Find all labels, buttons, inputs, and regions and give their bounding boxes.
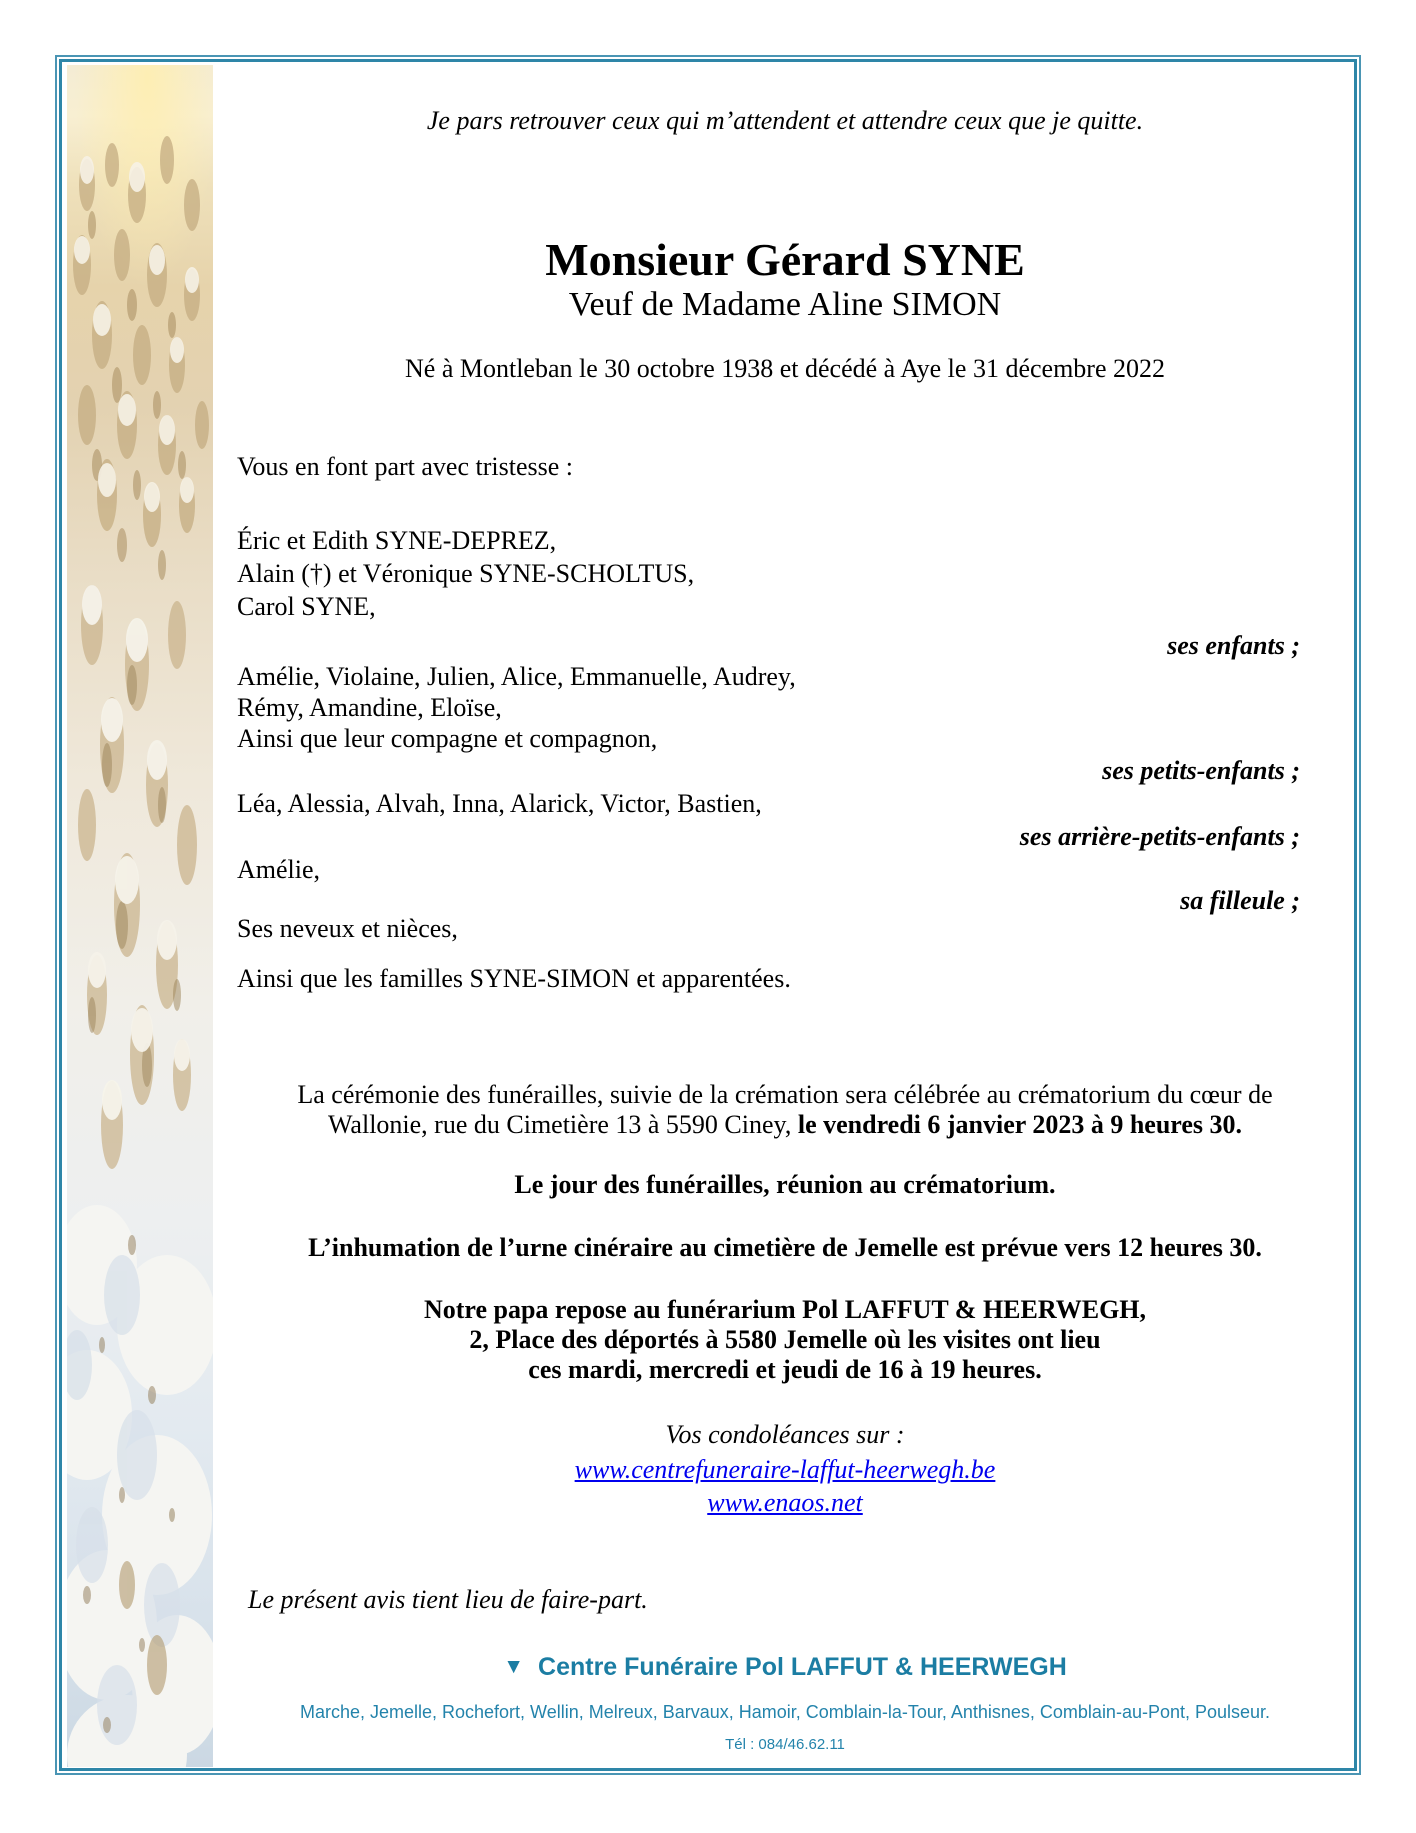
great-grandchildren-relation-label: ses arrière-petits-enfants ;: [1019, 822, 1300, 851]
goddaughter-name: Amélie,: [237, 855, 321, 884]
children-relation-label: ses enfants ;: [1167, 631, 1300, 660]
inhumation-line: L’inhumation de l’urne cinéraire au cimetière de Jemelle est prévue vers 12 heures 30.: [308, 1233, 1262, 1262]
epitaph-quote: Je pars retrouver ceux qui m’attendent et attendre ceux que je quitte.: [426, 106, 1144, 135]
grandchildren-relation-label: ses petits-enfants ;: [1102, 756, 1300, 785]
funerarium-line: Notre papa repose au funérarium Pol LAFFUT & HEERWEGH,: [423, 1295, 1147, 1324]
family-name-line: Amélie, Violaine, Julien, Alice, Emmanuelle, Audrey,: [237, 662, 796, 691]
condolences-label: Vos condoléances sur :: [665, 1420, 905, 1449]
family-name-line: Rémy, Amandine, Eloïse,: [237, 693, 502, 722]
families-line: Ainsi que les familles SYNE-SIMON et apparentées.: [237, 964, 791, 993]
enaos-website-link[interactable]: www.enaos.net: [707, 1488, 863, 1517]
nephews-line: Ses neveux et nièces,: [237, 914, 458, 943]
deceased-name-title: Monsieur Gérard SYNE: [545, 234, 1025, 285]
announcement-content: [212, 0, 1358, 1833]
birth-death-line: Né à Montleban le 30 octobre 1938 et décédé à Aye le 31 décembre 2022: [405, 354, 1165, 383]
funeral-home-phone: Tél : 084/46.62.11: [725, 1736, 845, 1753]
intro-line: Vous en font part avec tristesse :: [237, 452, 573, 481]
ceremony-datetime: le vendredi 6 janvier 2023 à 9 heures 30.: [797, 1110, 1243, 1139]
family-name-line: Alain (†) et Véronique SYNE-SCHOLTUS,: [237, 559, 695, 588]
funeral-home-brand-row: [212, 1652, 1358, 1684]
condolences-link-1-row: [212, 1455, 1358, 1485]
funerarium-line: 2, Place des déportés à 5580 Jemelle où les visites ont lieu: [469, 1325, 1101, 1354]
notice-line: Le présent avis tient lieu de faire-part.: [248, 1585, 648, 1614]
winter-forest-photo: [67, 65, 213, 1767]
children-names: [212, 524, 1358, 623]
goddaughter-relation-label: sa filleule ;: [1180, 886, 1300, 915]
family-name-line: Éric et Edith SYNE-DEPREZ,: [237, 526, 557, 555]
funeral-home-cities: Marche, Jemelle, Rochefort, Wellin, Melreux, Barvaux, Hamoir, Comblain-la-Tour, Anthisnes, Comblain-au-Pont, Poulseur.: [299, 1702, 1271, 1722]
funeral-home-website-link[interactable]: www.centrefuneraire-laffut-heerwegh.be: [574, 1455, 996, 1484]
grandchildren-names: [212, 661, 1358, 754]
funerarium-paragraph: [212, 1295, 1358, 1385]
triangle-logo-icon: ▼: [503, 1655, 525, 1678]
family-name-line: Carol SYNE,: [237, 592, 376, 621]
ceremony-line2: Wallonie, rue du Cimetière 13 à 5590 Ciney,: [327, 1110, 798, 1139]
funeral-home-brand-name: Centre Funéraire Pol LAFFUT & HEERWEGH: [538, 1653, 1067, 1681]
funerarium-line: ces mardi, mercredi et jeudi de 16 à 19 heures.: [528, 1355, 1042, 1384]
family-name-line: Ainsi que leur compagne et compagnon,: [237, 724, 658, 753]
reunion-line: Le jour des funérailles, réunion au crématorium.: [514, 1170, 1056, 1199]
condolences-link-2-row: [212, 1488, 1358, 1518]
great-grandchildren-names: Léa, Alessia, Alvah, Inna, Alarick, Victor, Bastien,: [237, 789, 762, 818]
widower-subtitle: Veuf de Madame Aline SIMON: [568, 286, 1002, 323]
ceremony-line1: La cérémonie des funérailles, suivie de la crémation sera célébrée au crématorium du cœur de: [297, 1080, 1273, 1109]
ceremony-paragraph: [212, 1080, 1358, 1140]
